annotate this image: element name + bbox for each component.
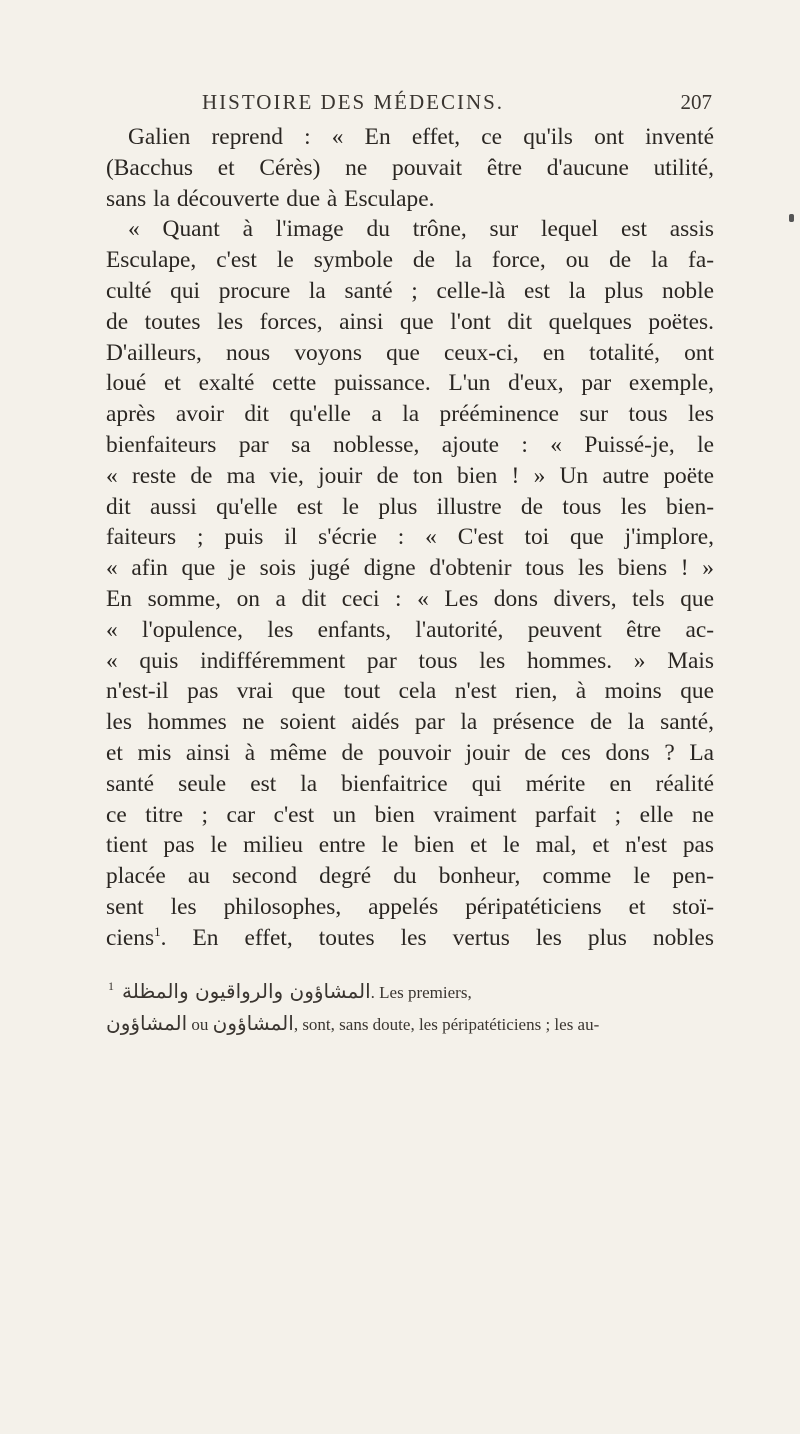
text-line: sans la découverte due à Esculape. bbox=[106, 185, 435, 212]
text-line: En somme, on a dit ceci : « Les dons divers, tels que bbox=[106, 585, 714, 612]
footnote-text: , sont, sans doute, les péripatéticiens ; les au- bbox=[293, 1014, 600, 1034]
text-line: « Quant à l'image du trône, sur lequel est assis bbox=[128, 216, 714, 243]
text-line: de toutes les forces, ainsi que l'ont dit quelques poëtes. bbox=[106, 308, 714, 335]
text-fragment: . En effet, toutes les vertus les plus nobles bbox=[160, 924, 714, 951]
text-line: faiteurs ; puis il s'écrie : « C'est toi que j'implore, bbox=[106, 524, 714, 551]
text-line: Galien reprend : « En effet, ce qu'ils ont inventé bbox=[128, 124, 714, 150]
footnote-text: ou bbox=[191, 1014, 209, 1034]
text-line: après avoir dit qu'elle a la prééminence sur tous les bbox=[106, 401, 714, 428]
text-line: ce titre ; car c'est un bien vraiment parfait ; elle ne bbox=[106, 801, 714, 828]
text-line-with-footnote-ref bbox=[106, 923, 714, 954]
page-number: 207 bbox=[680, 90, 712, 114]
text-fragment: ciens bbox=[106, 924, 155, 951]
footnote-reference[interactable]: 1 bbox=[154, 923, 161, 939]
text-line: n'est-il pas vrai que tout cela n'est rien, à moins que bbox=[106, 678, 714, 705]
text-line: Esculape, c'est le symbole de la force, ou de la fa- bbox=[106, 247, 714, 274]
text-line: « afin que je sois jugé digne d'obtenir tous les biens ! » bbox=[106, 555, 714, 582]
running-head-title: HISTOIRE DES MÉDECINS. bbox=[202, 90, 505, 114]
arabic-text: المشاؤون والرواقيون والمظلة bbox=[122, 978, 371, 1003]
text-line: tient pas le milieu entre le bien et le mal, et n'est pas bbox=[106, 832, 714, 859]
text-line: « reste de ma vie, jouir de ton bien ! » Un autre poëte bbox=[106, 462, 714, 489]
footnote-line: $^1$ المشاؤون والرواقيون والمظلة. Les premiers, bbox=[108, 978, 472, 1003]
text-line: culté qui procure la santé ; celle-là est la plus noble bbox=[106, 277, 714, 304]
text-line: (Bacchus et Cérès) ne pouvait être d'aucune utilité, bbox=[106, 154, 714, 181]
arabic-text: المشاؤون bbox=[106, 1010, 188, 1035]
arabic-text: المشاؤون bbox=[212, 1010, 294, 1035]
text-line: D'ailleurs, nous voyons que ceux-ci, en totalité, ont bbox=[106, 339, 714, 366]
body-text bbox=[106, 122, 714, 954]
footnote-line bbox=[106, 1008, 714, 1040]
book-page bbox=[106, 88, 714, 1040]
text-line: placée au second degré du bonheur, comme le pen- bbox=[106, 863, 714, 890]
footnotes bbox=[106, 971, 714, 1040]
text-line: « l'opulence, les enfants, l'autorité, peuvent être ac- bbox=[106, 616, 714, 643]
text-line: loué et exalté cette puissance. L'un d'eux, par exemple, bbox=[106, 370, 714, 397]
text-line: et mis ainsi à même de pouvoir jouir de ces dons ? La bbox=[106, 739, 714, 766]
footnote-text: Les premiers, bbox=[379, 982, 472, 1002]
text-line: sent les philosophes, appelés péripatéticiens et stoï- bbox=[106, 893, 714, 920]
text-line: bienfaiteurs par sa noblesse, ajoute : « Puissé-je, le bbox=[106, 431, 714, 458]
running-head bbox=[106, 88, 714, 122]
margin-mark bbox=[789, 214, 794, 222]
text-line: santé seule est la bienfaitrice qui mérite en réalité bbox=[106, 770, 714, 797]
text-line: les hommes ne soient aidés par la présence de la santé, bbox=[106, 709, 714, 736]
text-line: « quis indifféremment par tous les hommes. » Mais bbox=[106, 647, 714, 674]
footnote-number: 1 bbox=[108, 978, 114, 993]
text-line: dit aussi qu'elle est le plus illustre de tous les bien- bbox=[106, 493, 714, 520]
